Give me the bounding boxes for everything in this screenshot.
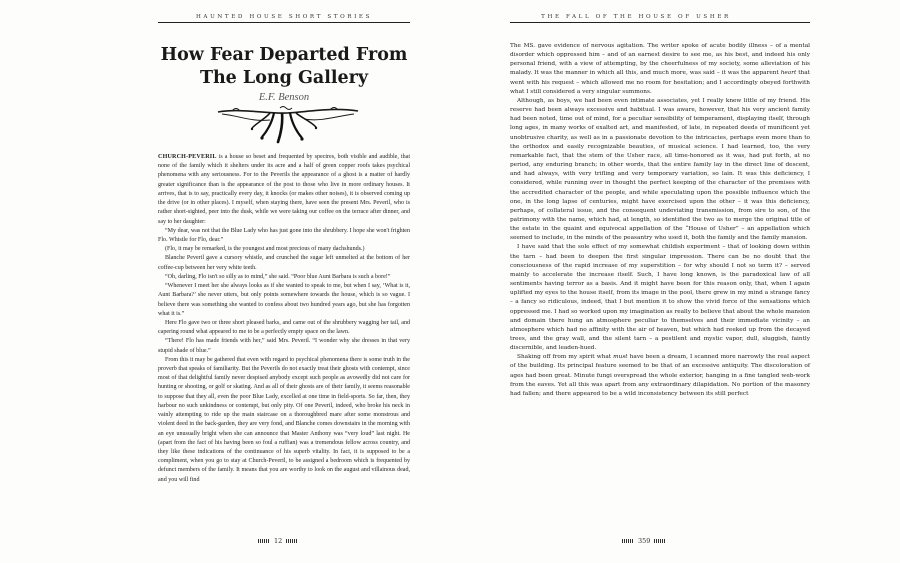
paragraph-2: I have said that the sole effect of my somewhat childish experiment – that of looking down within the tarn – had been to deepen the first singular impression. There can be no doubt that the consciousness of the rapid increase of my superstition – for why should I not so term it? – served mainly to accelerate the increase itself. Such, I have long known, is the paradoxical law of all sentiments having terror as a basis. And it might have been for this reason only, that, when I again uplifted my eyes to the house itself, from its image in the pool, there grew in my mind a strange fancy – a fancy so ridiculous, indeed, that I but mention it to show the vivid force of the sensations which oppressed me. I had so worked upon my imagination as really to believe that about the whole mansion and domain there hung an atmosphere peculiar to themselves and their immediate vicinity – an atmosphere which had no affinity with the air of heaven, but which had reeked up from the decayed trees, and the gray wall, and the silent tarn – a pestilent and mystic vapor, dull, sluggish, faintly discernible, and leaden-hued. [510,244,810,352]
running-head-left: HAUNTED HOUSE SHORT STORIES [195,14,373,20]
paragraph-7: “There! Flo has made friends with her,” said Mrs. Peveril. “I wonder why she dresses in that very stupid shade of blue.” [158,338,410,354]
paragraph-4: “Oh, darling, Flo isn't so silly as to mind,” she said. “Poor blue Aunt Barbara is such a bore!” [165,273,391,280]
left-body-text [158,153,410,485]
paragraph-0: The MS. gave evidence of nervous agitation. The writer spoke of acute bodily illness – of a mental disorder which oppressed him – and of an earnest desire to see me, as his best, and indeed his only personal friend, with a view of attempting, by the cheerfulness of my society, some alleviation of his malady. It was the manner in which all this, and much more, was said – it was the apparent heart that went with his request – which allowed me no room for hesitation; and I accordingly obeyed forthwith what I still considered a very singular summons. [510,43,810,95]
paragraph-1: “My dear, was not that the Blue Lady who has just gone into the shrubbery. I hope she won't frighten Flo. Whistle for Flo, dear.” [158,227,410,243]
paragraph-6: Here Flo gave two or three short pleased barks, and came out of the shrubbery wagging her tail, and capering round what appeared to me to be a perfectly empty space on the lawn. [158,319,410,336]
folio-ornament-icon [258,539,270,543]
paragraph-0: CHURCH-PEVERIL is a house so beset and frequented by spectres, both visible and audible, that none of the family which it shelters under its acre and a half of green copper roofs takes psychical phenomena with any seriousness. For to the Peverils the appearance of a ghost is a matter of hardly greater significance than is the appearance of the post to those who live in more ordinary houses. It arrives, that is to say, practically every day, it knocks (or makes other noises), it is observed coming up the drive (or in other places). I myself, when staying there, have seen the present Mrs. Peveril, who is rather short-sighted, peer into the dusk, while we were taking our coffee on the terrace after dinner, and say to her daughter: [158,154,410,225]
author-name: E.F. Benson [258,92,310,103]
flourish-ornament-icon [212,104,362,144]
paragraph-8: From this it may be gathered that even with regard to psychical phenomena there is some truth in the proverb that speaks of familiarity. But the Peverils do not exactly treat their ghosts with contempt, since most of that delightful family never despised anybody except such people as avowedly did not care for hunting or shooting, or golf or skating. And as all of their ghosts are of their family, it seems reasonable to suppose that they all, even the poor Blue Lady, excelled at one time in field-sports. So far, then, they harbour no such unkindness or contempt, but only pity. Of one Peveril, indeed, who broke his neck in vainly attempting to ride up the main staircase on a thoroughbred mare after some monstrous and violent deed in the back-garden, they are very fond, and Blanche comes downstairs in the morning with an eye unusually bright when she can announce that Master Anthony was “very loud” last night. He (apart from the fact of his having been so foul a ruffian) was a tremendous fellow across country, and they like these indications of the continuance of his superb vitality. In fact, it is supposed to be a compliment, when you go to stay at Church-Peveril, to be assigned a bedroom which is frequented by defunct members of the family. It means that you are worthy to look on the august and villainous dead, and you will find [158,356,410,483]
paragraph-2: (Flo, it may be remarked, is the youngest and most precious of many dachshunds.) [165,246,365,253]
right-body-text [510,42,810,399]
opening-word: CHURCH-PEVERIL [158,154,217,160]
paragraph-5: “Whenever I meet her she always looks as if she wanted to speak to me, but when I say, ‘What is it, Aunt Barbara?’ she never utters, but only points somewhere towards the house, which is so vague. I believe there was something she wanted to confess about two hundred years ago, but she has forgotten what it is.” [158,283,410,317]
header-rule-right [510,22,810,23]
paragraph-1: Although, as boys, we had been even intimate associates, yet I really knew little of my friend. His reserve had been always excessive and habitual. I was aware, however, that his very ancient family had been noted, time out of mind, for a peculiar sensibility of temperament, displaying itself, through long ages, in many works of exalted art, and manifested, of late, in repeated deeds of munificent yet unobtrusive charity, as well as in a passionate devotion to the intricacies, perhaps even more than to the orthodox and easily recognizable beauties, of musical science. I had learned, too, the very remarkable fact, that the stem of the Usher race, all time-honored as it was, had put forth, at no period, any enduring branch; in other words, that the entire family lay in the direct line of descent, and had always, with very trifling and very temporary variation, so lain. It was this deficiency, I considered, while running over in thought the perfect keeping of the character of the premises with the accredited character of the people, and while speculating upon the possible influence which the one, in the long lapse of centuries, might have exercised upon the other – it was this deficiency, perhaps, of collateral issue, and the consequent undeviating transmission, from sire to son, of the patrimony with the name, which had, at length, so identified the two as to merge the original title of the estate in the quaint and equivocal appellation of the “House of Usher” – an appellation which seemed to include, in the minds of the peasantry who used it, both the family and the family mansion. [510,97,810,242]
title-line-2: The Long Gallery [199,68,369,88]
header-rule-left [158,22,410,23]
title-line-1: How Fear Departed From [160,45,408,65]
right-page [450,0,900,563]
story-title [158,44,410,90]
paragraph-3: Blanche Peveril gave a cursory whistle, and crunched the sugar left unmelted at the bottom of her coffee-cup between her very white teeth. [158,255,410,271]
folio-ornament-icon [654,539,666,543]
page-number-right: 359 [622,537,666,545]
page-number-left: 12 [258,537,298,545]
paragraph-3: Shaking off from my spirit what must have been a dream, I scanned more narrowly the real aspect of the building. Its principal feature seemed to be that of an excessive antiquity. The discoloration of ages had been great. Minute fungi overspread the whole exterior, hanging in a fine tangled web-work from the eaves. Yet all this was apart from any extraordinary dilapidation. No portion of the masonry had fallen; and there appeared to be a wild inconsistency between its still perfect [510,354,811,397]
running-head-right: THE FALL OF THE HOUSE OF USHER [541,14,731,20]
folio-ornament-icon [622,539,634,543]
folio-ornament-icon [286,539,298,543]
